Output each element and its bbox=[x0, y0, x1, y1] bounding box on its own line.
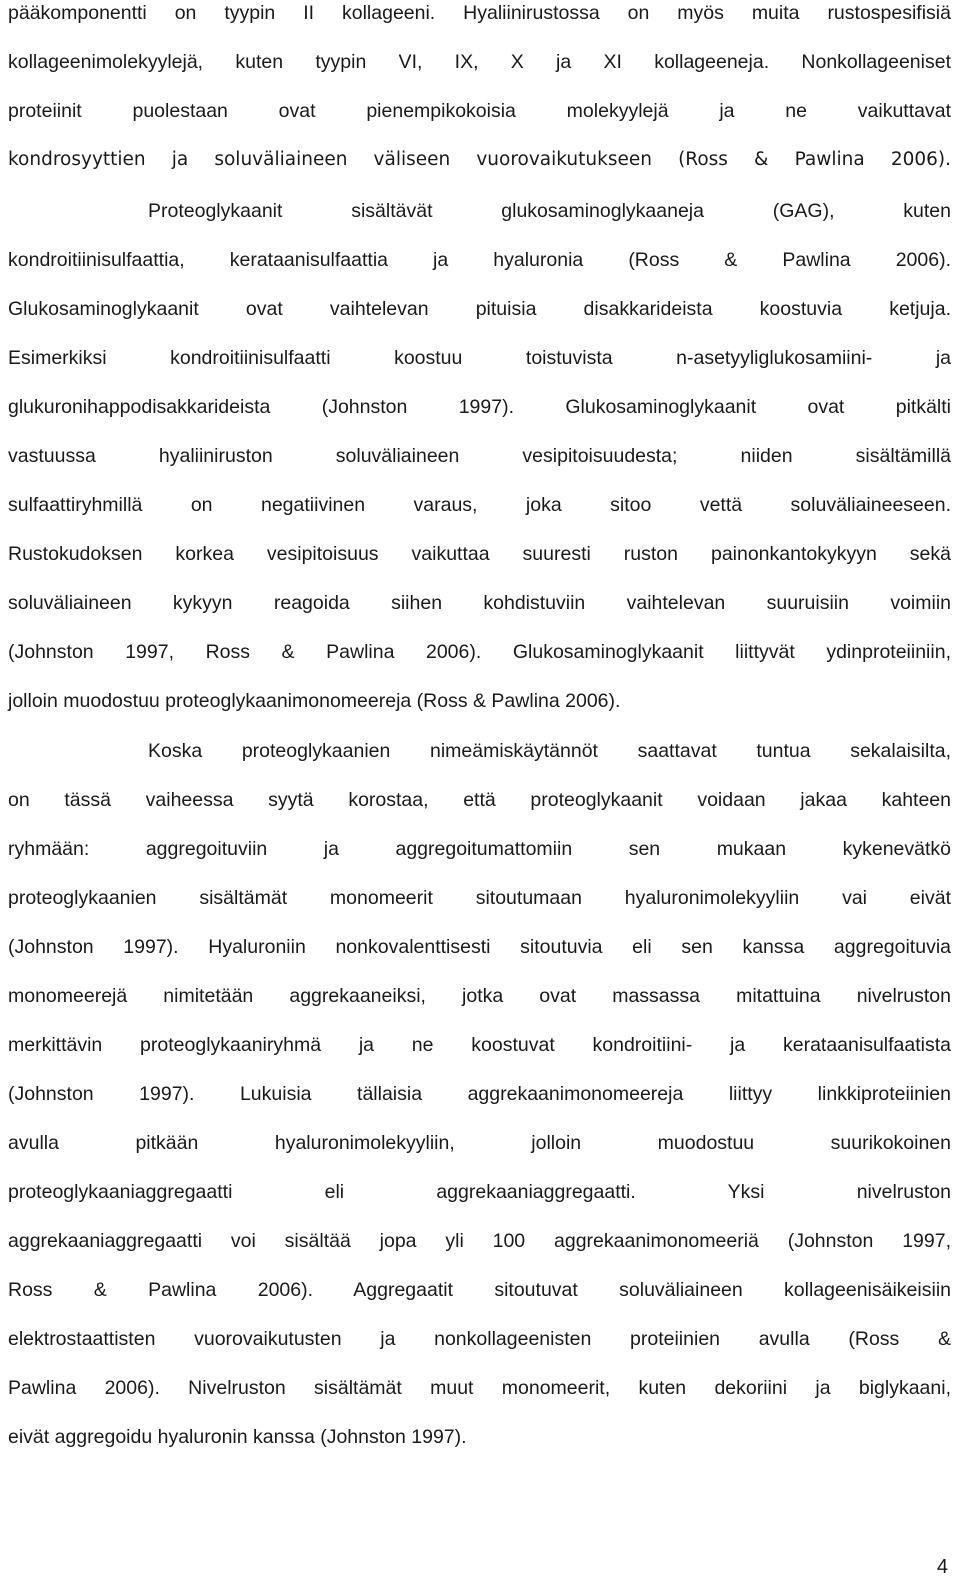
text-line: ryhmään: aggregoituviin ja aggregoitumattomiin sen mukaan kykenevätkö bbox=[8, 838, 951, 860]
text-line: jolloin muodostuu proteoglykaanimonomeereja (Ross & Pawlina 2006). bbox=[8, 690, 621, 712]
text-line: kondroitiinisulfaattia, kerataanisulfaattia ja hyaluronia (Ross & Pawlina 2006). bbox=[8, 249, 951, 271]
text-line: on tässä vaiheessa syytä korostaa, että proteoglykaanit voidaan jakaa kahteen bbox=[8, 789, 951, 811]
text-line: aggrekaaniaggregaatti voi sisältää jopa yli 100 aggrekaanimonomeeriä (Johnston 1997, bbox=[8, 1230, 951, 1252]
text-line: (Johnston 1997). Lukuisia tällaisia aggrekaanimonomeereja liittyy linkkiproteiinien bbox=[8, 1083, 951, 1105]
text-line: kondrosyyttien ja soluväliaineen väliseen vuorovaikutukseen (Ross & Pawlina 2006). bbox=[8, 149, 951, 170]
text-line: Ross & Pawlina 2006). Aggregaatit sitoutuvat soluväliaineen kollageenisäikeisiin bbox=[8, 1279, 951, 1301]
text-line: (Johnston 1997, Ross & Pawlina 2006). Glukosaminoglykaanit liittyvät ydinproteiiniin, bbox=[8, 641, 951, 663]
text-line: (Johnston 1997). Hyaluroniin nonkovalenttisesti sitoutuvia eli sen kanssa aggregoituvia bbox=[8, 936, 951, 958]
text-line: proteiinit puolestaan ovat pienempikokoisia molekyylejä ja ne vaikuttavat bbox=[8, 100, 951, 122]
paragraph-start-line: Proteoglykaanit sisältävät glukosaminoglykaaneja (GAG), kuten bbox=[148, 200, 951, 222]
text-line: proteoglykaaniaggregaatti eli aggrekaaniaggregaatti. Yksi nivelruston bbox=[8, 1181, 951, 1203]
text-line: sulfaattiryhmillä on negatiivinen varaus, joka sitoo vettä soluväliaineeseen. bbox=[8, 494, 951, 516]
text-line: Glukosaminoglykaanit ovat vaihtelevan pituisia disakkarideista koostuvia ketjuja. bbox=[8, 298, 951, 320]
text-line: vastuussa hyaliiniruston soluväliaineen vesipitoisuudesta; niiden sisältämillä bbox=[8, 445, 951, 467]
text-line: Pawlina 2006). Nivelruston sisältämät muut monomeerit, kuten dekoriini ja biglykaani, bbox=[8, 1377, 951, 1399]
text-line: proteoglykaanien sisältämät monomeerit sitoutumaan hyaluronimolekyyliin vai eivät bbox=[8, 887, 951, 909]
text-line: soluväliaineen kykyyn reagoida siihen kohdistuviin vaihtelevan suuruisiin voimiin bbox=[8, 592, 951, 614]
page-number: 4 bbox=[936, 1556, 948, 1578]
text-line: kollageenimolekyylejä, kuten tyypin VI, IX, X ja XI kollageeneja. Nonkollageeniset bbox=[8, 51, 951, 73]
text-line: merkittävin proteoglykaaniryhmä ja ne koostuvat kondroitiini- ja kerataanisulfaatista bbox=[8, 1034, 951, 1056]
text-line: eivät aggregoidu hyaluronin kanssa (Johnston 1997). bbox=[8, 1426, 467, 1448]
text-line: elektrostaattisten vuorovaikutusten ja nonkollageenisten proteiinien avulla (Ross & bbox=[8, 1328, 951, 1350]
text-line: monomeerejä nimitetään aggrekaaneiksi, jotka ovat massassa mitattuina nivelruston bbox=[8, 985, 951, 1007]
text-line: Rustokudoksen korkea vesipitoisuus vaikuttaa suuresti ruston painonkantokykyyn sekä bbox=[8, 543, 951, 565]
paragraph-start-line: Koska proteoglykaanien nimeämiskäytännöt saattavat tuntua sekalaisilta, bbox=[148, 740, 951, 762]
text-line: glukuronihappodisakkarideista (Johnston 1997). Glukosaminoglykaanit ovat pitkälti bbox=[8, 396, 951, 418]
text-line: pääkomponentti on tyypin II kollageeni. Hyaliinirustossa on myös muita rustospesifisiä bbox=[8, 2, 951, 24]
text-line: Esimerkiksi kondroitiinisulfaatti koostuu toistuvista n-asetyyliglukosamiini- ja bbox=[8, 347, 951, 369]
text-line: avulla pitkään hyaluronimolekyyliin, jolloin muodostuu suurikokoinen bbox=[8, 1132, 951, 1154]
